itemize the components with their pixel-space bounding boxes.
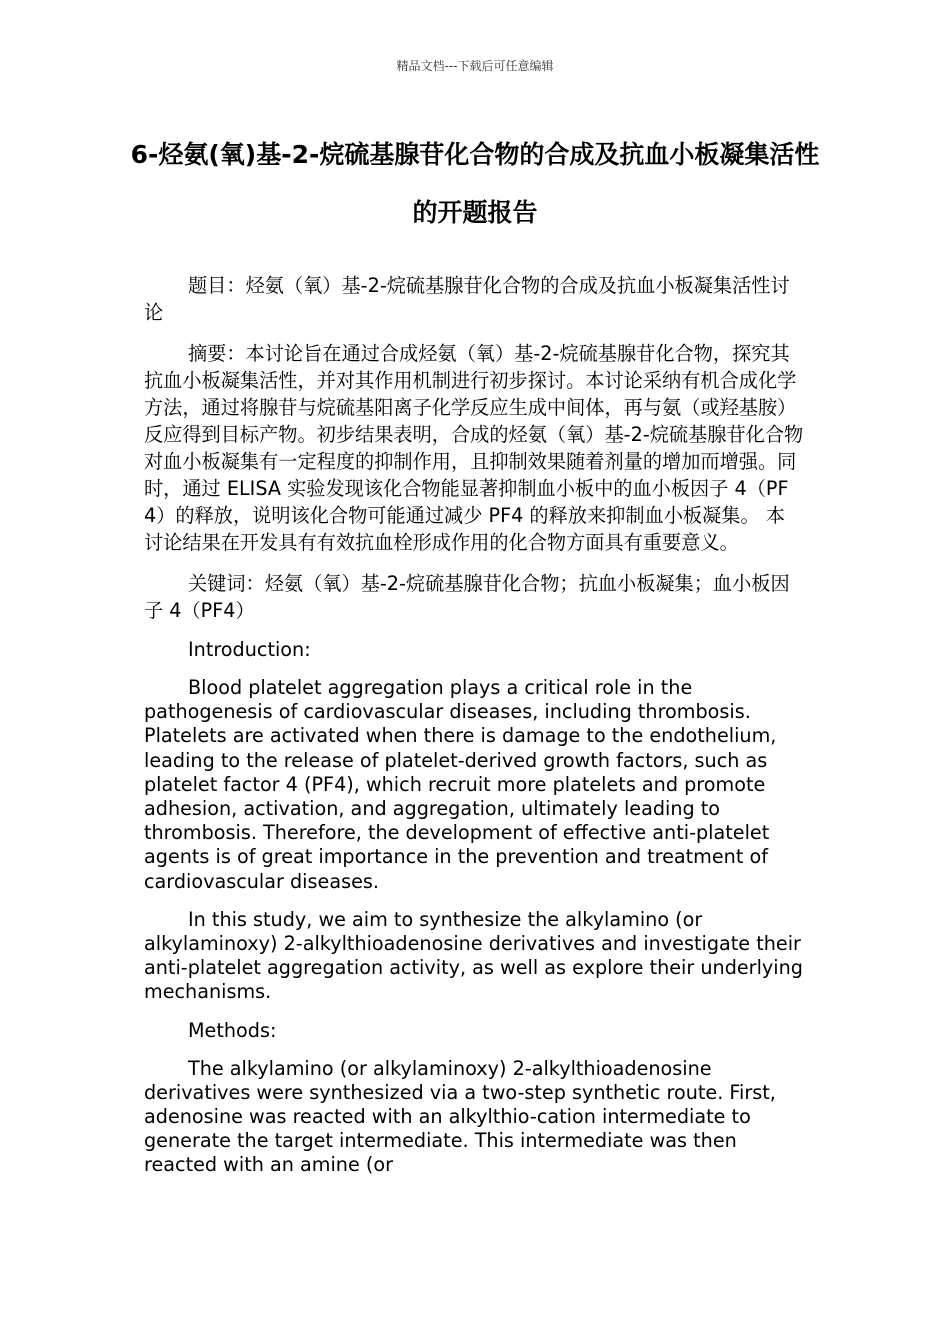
abstract-paragraph: 摘要：本讨论旨在通过合成烃氨（氧）基-2-烷硫基腺苷化合物，探究其抗血小板凝集活性，并对其作用机制进行初步探讨。本讨论采纳有机合成化学方法，通过将腺苷与烷硫基阳离子化学反应生成中间体，再与氨（或羟基胺）反应得到目标产物。初步结果表明，合成的烃氨（氧）基-2-烷硫基腺苷化合物对血小板凝集有一定程度的抑制作用，且抑制效果随着剂量的增加而增强。同时，通过 ELISA 实验发现该化合物能显著抑制血小板中的血小板因子 4（PF4）的释放，说明该化合物可能通过减少 PF4 的释放来抑制血小板凝集。 本讨论结果在开发具有有效抗血栓形成作用的化合物方面具有重要意义。 xyxy=(144,342,804,554)
introduction-paragraph-1: Blood platelet aggregation plays a critical role in the pathogenesis of cardiovascular diseases, including thrombosis. Platelets are activated when there is damage to the endothelium, leading to the release of platelet-derived growth factors, such as platelet factor 4 (PF4), which recruit more platelets and promote adhesion, activation, and aggregation, ultimately leading to thrombosis. Therefore, the development of effective anti-platelet agents is of great importance in the prevention and treatment of cardiovascular diseases. xyxy=(144,676,777,893)
introduction-paragraph-2: In this study, we aim to synthesize the alkylamino (or alkylaminoxy) 2-alkylthioadenosine derivatives and investigate their anti-platelet aggregation activity, as well as explore their underlying mechanisms. xyxy=(144,907,803,1004)
methods-paragraph-1: The alkylamino (or alkylaminoxy) 2-alkylthioadenosine derivatives were synthesized via a two-step synthetic route. First, adenosine was reacted with an alkylthio-cation intermediate to generate the target intermediate. This intermediate was then reacted with an amine (or xyxy=(144,1056,776,1177)
methods-heading: Methods: xyxy=(188,1018,277,1042)
keywords-paragraph: 关键词：烃氨（氧）基-2-烷硫基腺苷化合物；抗血小板凝集；血小板因子 4（PF4） xyxy=(144,572,790,622)
document-title: 6-烃氨(氧)基-2-烷硫基腺苷化合物的合成及抗血小板凝集活性的开题报告 xyxy=(130,140,820,227)
topic-paragraph: 题目：烃氨（氧）基-2-烷硫基腺苷化合物的合成及抗血小板凝集活性讨论 xyxy=(144,274,790,324)
page-header-note: 精品文档---下载后可任意编辑 xyxy=(396,59,554,73)
introduction-heading: Introduction: xyxy=(188,638,311,661)
document-body xyxy=(144,272,804,1192)
